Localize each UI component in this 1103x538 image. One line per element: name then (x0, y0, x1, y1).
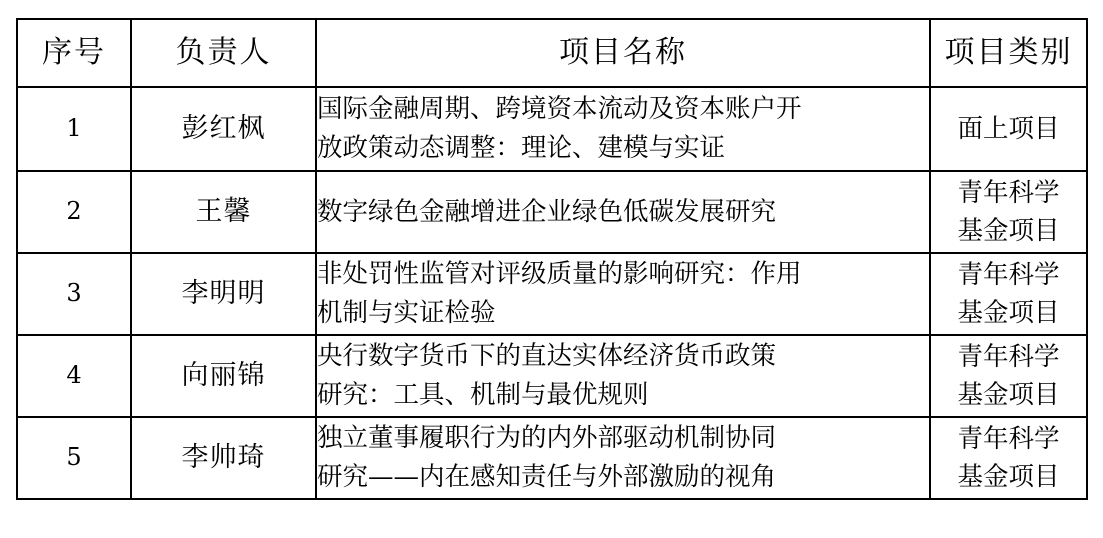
title-line: 机制与实证检验 (317, 298, 496, 328)
title-line: 放政策动态调整：理论、建模与实证 (317, 133, 726, 163)
table-row (17, 417, 1087, 499)
cell-pi: 向丽锦 (131, 335, 316, 417)
title-line: 央行数字货币下的直达实体经济货币政策 (317, 341, 777, 372)
cell-no: 2 (17, 171, 131, 253)
table-row (17, 335, 1087, 417)
category-line: 青年科学 (957, 259, 1060, 290)
category-line: 青年科学 (957, 341, 1060, 372)
title-line: 非处罚性监管对评级质量的影响研究：作用 (317, 259, 802, 290)
table-header-row (17, 19, 1087, 87)
title-line: 研究：工具、机制与最优规则 (317, 380, 649, 410)
column-header-pi: 负责人 (131, 19, 316, 87)
cell-pi: 王馨 (131, 171, 316, 253)
cell-title (316, 417, 930, 499)
cell-title (316, 335, 930, 417)
cell-category (930, 171, 1087, 253)
cell-pi: 李明明 (131, 253, 316, 335)
title-line: 数字绿色金融增进企业绿色低碳发展研究 (317, 196, 777, 227)
cell-no: 1 (17, 87, 131, 171)
cell-no: 4 (17, 335, 131, 417)
cell-category (930, 253, 1087, 335)
title-line: 独立董事履职行为的内外部驱动机制协同 (317, 423, 777, 454)
column-header-no: 序号 (17, 19, 131, 87)
cell-title (316, 253, 930, 335)
category-line: 基金项目 (957, 216, 1060, 246)
cell-category (930, 335, 1087, 417)
category-line: 面上项目 (957, 113, 1060, 144)
cell-title (316, 87, 930, 171)
table-row (17, 171, 1087, 253)
cell-no: 3 (17, 253, 131, 335)
cell-category (930, 417, 1087, 499)
category-line: 青年科学 (957, 177, 1060, 208)
cell-category (930, 87, 1087, 171)
column-header-category: 项目类别 (930, 19, 1087, 87)
cell-pi: 李帅琦 (131, 417, 316, 499)
column-header-title: 项目名称 (316, 19, 930, 87)
project-table (16, 18, 1088, 500)
table-row (17, 87, 1087, 171)
cell-no: 5 (17, 417, 131, 499)
category-line: 基金项目 (957, 462, 1060, 492)
category-line: 基金项目 (957, 298, 1060, 328)
table-row (17, 253, 1087, 335)
title-line: 研究——内在感知责任与外部激励的视角 (317, 462, 777, 492)
cell-pi: 彭红枫 (131, 87, 316, 171)
cell-title (316, 171, 930, 253)
category-line: 基金项目 (957, 380, 1060, 410)
title-line: 国际金融周期、跨境资本流动及资本账户开 (317, 94, 802, 125)
category-line: 青年科学 (957, 423, 1060, 454)
